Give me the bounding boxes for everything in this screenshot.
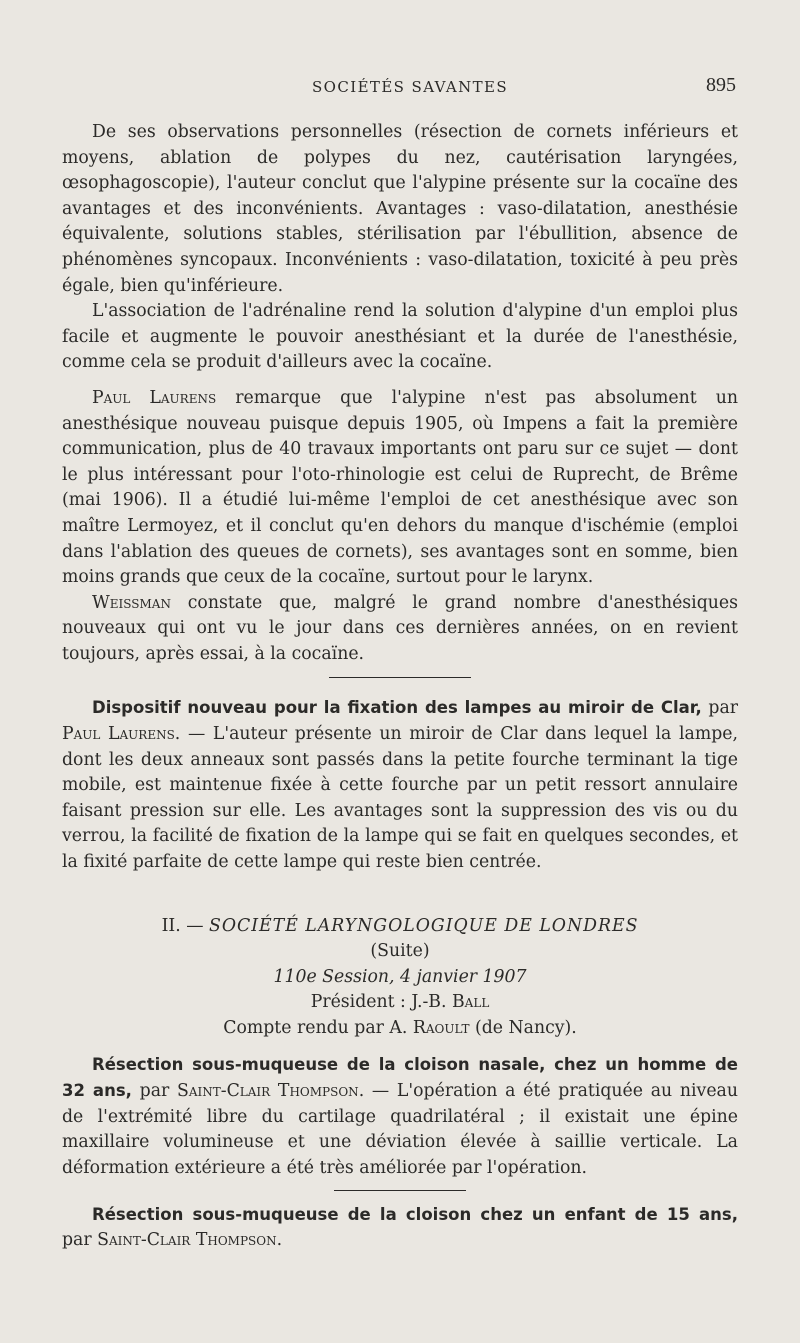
page-number: 895 [706, 74, 736, 96]
president-name: Ball [451, 992, 490, 1013]
author-name: Paul Laurens [92, 387, 217, 408]
article-title: Résection sous-muqueuse de la cloison nasale, chez un homme de 32 ans, [62, 1054, 738, 1101]
paragraph-text: De ses observations personnelles (résection de cornets inférieurs et moyens, ablation de polypes du nez, cautérisation laryngées, œsophagoscopie), l'auteur conclut que l'alypine présente sur la cocaïne des avantages et des inconvénients. Avantages : vaso-dilatation, anesthésie équivalente, solutions stables, stérilisation par l'ébullition, absence de phénomènes syncopaux. Inconvénients : vaso-dilatation, toxicité à peu près égale, bien qu'inférieure. [62, 122, 738, 296]
paragraph-weissman [62, 591, 738, 668]
president-line [62, 990, 738, 1016]
article-resection-child [62, 1202, 738, 1254]
paragraph-text: L'association de l'adrénaline rend la solution d'alypine d'un emploi plus facile et augmente le pouvoir anesthésiant et la durée de l'anesthésie, comme cela se produit d'ailleurs avec la cocaïne. [62, 301, 738, 373]
reporter-name: Raoult [412, 1018, 470, 1038]
article-par: par [62, 1230, 98, 1251]
report-suffix: (de Nancy). [469, 1018, 577, 1038]
section-numeral: II. — [161, 915, 209, 936]
society-title: SOCIÉTÉ LARYNGOLOGIQUE DE LONDRES [209, 915, 639, 936]
session-line: 110e Session, 4 janvier 1907 [273, 966, 527, 987]
article-par: par [701, 698, 739, 719]
page-header [62, 74, 736, 100]
body-text [62, 120, 738, 1254]
author-name: Weissman [92, 592, 171, 613]
article-clar-mirror [62, 695, 738, 875]
article-end: . [276, 1230, 283, 1251]
president-label: Président : J.-B. [310, 992, 452, 1013]
author-name: Saint-Clair Thompson [97, 1230, 277, 1251]
paragraph-alypine-observations [62, 120, 738, 299]
running-head: SOCIÉTÉS SAVANTES [312, 78, 509, 96]
paragraph-text: remarque que l'alypine n'est pas absolument un anesthésique nouveau puisque depuis 1905, où Impens a fait la première communication, plus de 40 travaux importants ont paru sur ce sujet — dont le plus intéressant pour l'oto-rhinologie est celui de Ruprecht, de Brême (mai 1906). Il a étudié lui-même l'emploi de cet anesthésique avec son maître Lermoyez, et il conclut qu'en dehors du manque d'ischémie (emploi dans l'ablation des queues de cornets), ses avantages sont en somme, bien moins grands que ceux de la cocaïne, surtout pour le larynx. [62, 387, 739, 588]
report-line [62, 1016, 738, 1042]
paragraph-text: constate que, malgré le grand nombre d'anesthésiques nouveaux qui ont vu le jour dans ces dernières années, on en revient toujours, après essai, à la cocaïne. [62, 592, 738, 664]
spacer [62, 876, 738, 914]
section-divider [329, 677, 471, 678]
suite-line: (Suite) [370, 941, 430, 962]
article-text: . — L'auteur présente un miroir de Clar dans lequel la lampe, dont les deux anneaux sont passés dans la petite fourche terminant la tige mobile, est maintenue fixée à cette fourche par un petit ressort annulaire faisant pression sur elle. Les avantages sont la suppression des vis ou du verrou, la facilité de fixation de la lampe qui se fait en quelques secondes, et la fixité parfaite de cette lampe qui reste bien centrée. [62, 724, 738, 873]
article-par: par [131, 1081, 177, 1102]
author-name: Saint-Clair Thompson [176, 1081, 359, 1102]
article-title: Résection sous-muqueuse de la cloison chez un enfant de 15 ans, [92, 1204, 738, 1224]
paragraph-laurens-remark [62, 386, 738, 591]
paragraph-adrenaline [62, 299, 738, 376]
section-divider [334, 1190, 466, 1191]
society-heading [62, 914, 738, 940]
report-prefix: Compte rendu par A. [223, 1018, 413, 1038]
article-title: Dispositif nouveau pour la fixation des lampes au miroir de Clar, [92, 698, 702, 718]
author-name: Paul Laurens [62, 724, 175, 745]
article-resection-man [62, 1052, 738, 1182]
article-text: . — L'opération a été pratiquée au niveau de l'extrémité libre du cartilage quadrilatéral ; il existait une épine maxillaire volumineuse et une déviation élevée à saillie verticale. La déformation extérieure a été très améliorée par l'opération. [62, 1081, 738, 1178]
